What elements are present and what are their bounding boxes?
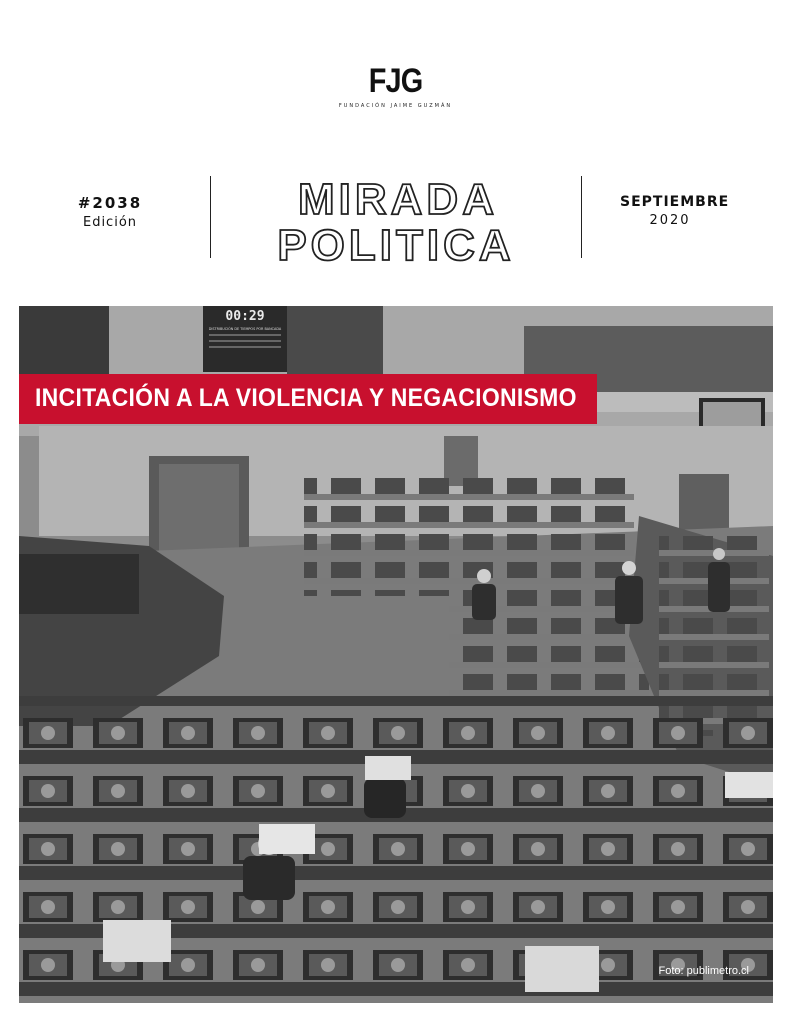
logo-subtitle: FUNDACIÓN JAIME GUZMÁN <box>338 103 453 109</box>
edition-block <box>70 194 150 230</box>
date-month: SEPTIEMBRE <box>620 194 730 210</box>
photo-credit: Foto: publimetro.cl <box>658 965 749 977</box>
date-year: 2020 <box>649 213 691 228</box>
headline-banner <box>19 374 597 424</box>
date-block <box>620 194 730 228</box>
headline-text: INCITACIÓN A LA VIOLENCIA Y NEGACIONISMO <box>35 384 577 412</box>
edition-label: Edición <box>82 215 138 230</box>
divider-right <box>581 176 582 258</box>
divider-left <box>210 176 211 258</box>
foundation-logo <box>0 62 791 109</box>
scoreboard-caption: DISTRIBUCIÓN DE TIEMPOS POR BANCADA <box>208 327 282 331</box>
masthead-line-2: POLITICA <box>277 221 515 268</box>
masthead-title <box>222 168 570 268</box>
scoreboard-time: 00:29 <box>225 309 265 324</box>
edition-number: #2038 <box>77 194 143 212</box>
masthead-line-1: MIRADA <box>298 175 498 224</box>
logo-mark: FJG <box>368 62 423 100</box>
